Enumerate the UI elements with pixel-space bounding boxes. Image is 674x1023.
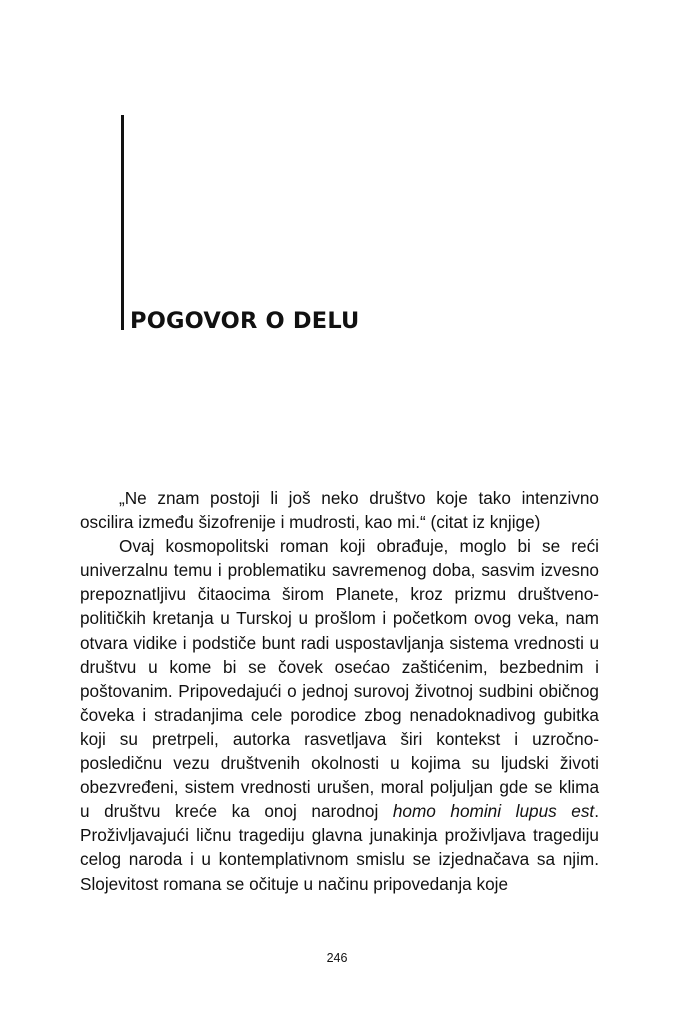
- chapter-vertical-rule: [121, 115, 124, 330]
- paragraph-review-text: Ovaj kosmopolitski roman koji obrađuje, moglo bi se reći univerzalnu temu i problematiku savremenog doba, sasvim izvesno prepoznatljivu čitaocima širom Planete, kroz prizmu društveno-političkih kretanja u Turskoj u prošlom i početkom ovog veka, nam otvara vidike i podstiče bunt radi uspostavljanja sistema vrednosti u društvu u kome bi se čovek osećao zaštićenim, bezbednim i poštovanim. Pripovedajući o jednoj surovoj životnoj sudbini običnog čoveka i stradanjima cele porodice zbog nenadoknadivog gubitka koji su pretrpeli, autorka rasvetljava širi kontekst i uzročno-posledičnu vezu društvenih okolnosti u kojima su ljudski životi obezvređeni, sistem vrednosti urušen, moral poljuljan gde se klima u društvu kreće ka onoj narodnoj: [80, 536, 599, 822]
- latin-phrase: homo homini lupus est: [392, 801, 595, 822]
- chapter-title: POGOVOR O DELU: [130, 308, 360, 334]
- body-text: [80, 486, 599, 896]
- paragraph-quote: „Ne znam postoji li još neko društvo koje tako intenzivno oscilira između šizofrenije i mudrosti, kao mi.“ (citat iz knjige): [80, 488, 599, 533]
- page-number: 246: [326, 951, 348, 965]
- paragraph-review: [80, 534, 599, 895]
- paragraph-review-continuation: . Proživljavajući ličnu tragediju glavna junakinja proživljava tragediju celog naroda i u kontemplativnom smislu se izjednačava sa njim. Slojevitost romana se očituje u načinu pripovedanja koje: [80, 801, 599, 894]
